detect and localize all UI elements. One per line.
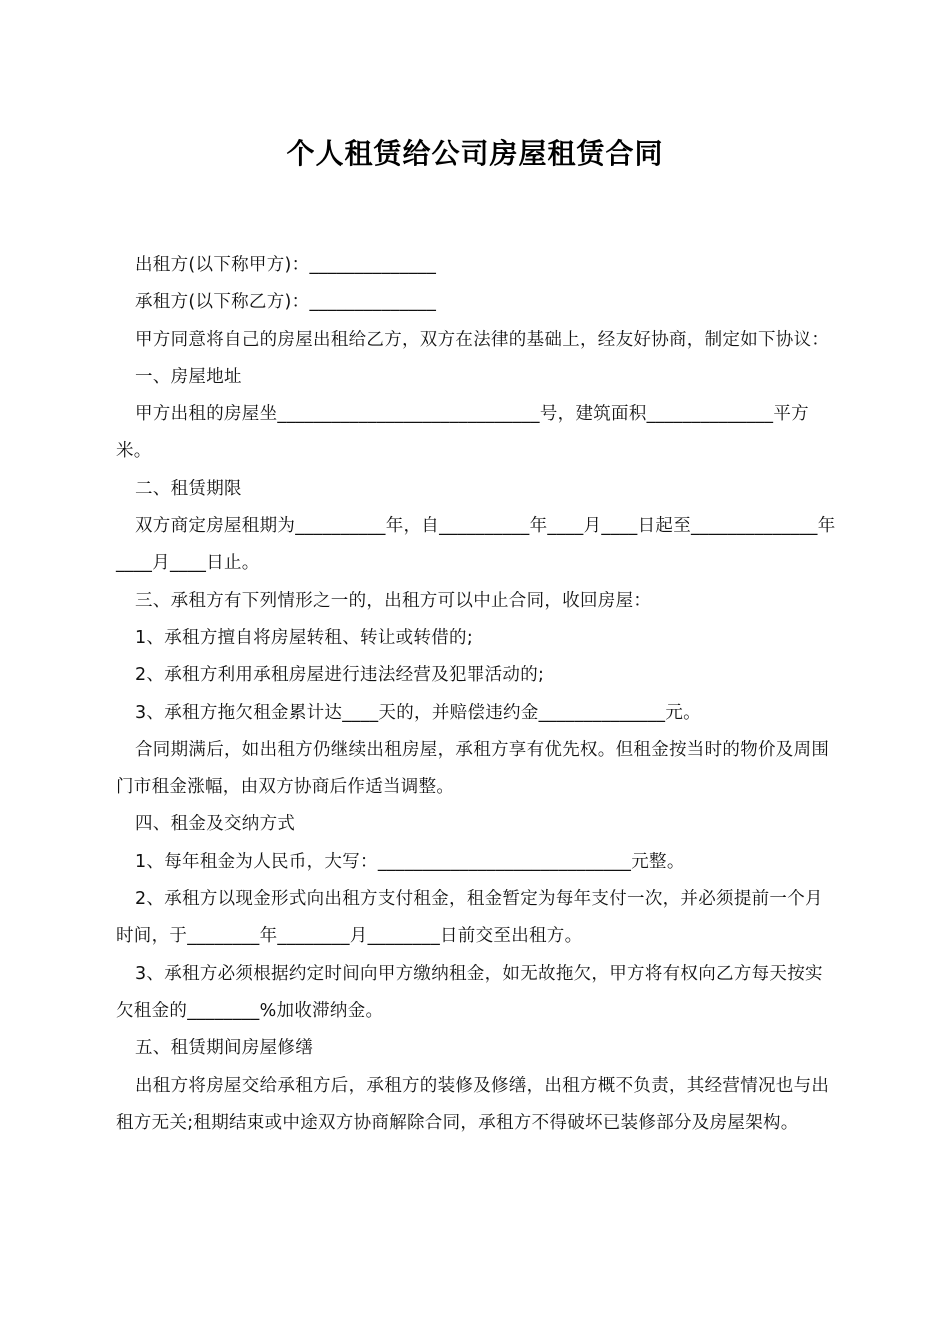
rent-item-1: 1、每年租金为人民币，大写：____________________________元整。 [135,851,685,872]
rent-item-2: 2、承租方以现金形式向出租方支付租金，租金暂定为每年支付一次，并必须提前一个月时间，于________年________月________日前交至出租方。 [116,889,823,947]
renewal-clause: 合同期满后，如出租方仍继续出租房屋，承租方享有优先权。但租金按当时的物价及周围门市租金涨幅，由双方协商后作适当调整。 [116,739,830,798]
section-heading-repair: 五、租赁期间房屋修缮 [135,1038,313,1059]
rent-item-3: 3、承租方必须根据约定时间向甲方缴纳租金，如无故拖欠，甲方将有权向乙方每天按实欠租金的________%加收滞纳金。 [116,963,823,1021]
document-title: 个人租赁给公司房屋租赁合同 [286,137,664,170]
termination-item-3: 3、承租方拖欠租金累计达____天的，并赔偿违约金______________元。 [135,702,701,723]
agreement-intro: 甲方同意将自己的房屋出租给乙方，双方在法律的基础上，经友好协商，制定如下协议： [135,329,830,350]
termination-item-2: 2、承租方利用承租房屋进行违法经营及犯罪活动的; [135,665,545,686]
address-clause: 甲方出租的房屋坐_____________________________号，建筑面积______________平方米。 [116,404,809,462]
section-heading-term: 二、租赁期限 [135,478,242,499]
lessee-field: 承租方(以下称乙方)：______________ [135,292,437,313]
section-heading-rent: 四、租金及交纳方式 [135,814,296,835]
repair-clause: 出租方将房屋交给承租方后，承租方的装修及修缮，出租方概不负责，其经营情况也与出租方无关;租期结束或中途双方协商解除合同，承租方不得破坏已装修部分及房屋架构。 [116,1075,830,1133]
term-clause: 双方商定房屋租期为__________年，自__________年____月____日起至______________年____月____日止。 [116,516,836,574]
section-heading-address: 一、房屋地址 [135,366,242,387]
termination-item-1: 1、承租方擅自将房屋转租、转让或转借的; [135,627,474,648]
section-heading-termination: 三、承租方有下列情形之一的，出租方可以中止合同，收回房屋： [135,590,652,611]
lessor-field: 出租方(以下称甲方)：______________ [135,255,437,275]
document-body [116,247,838,1142]
